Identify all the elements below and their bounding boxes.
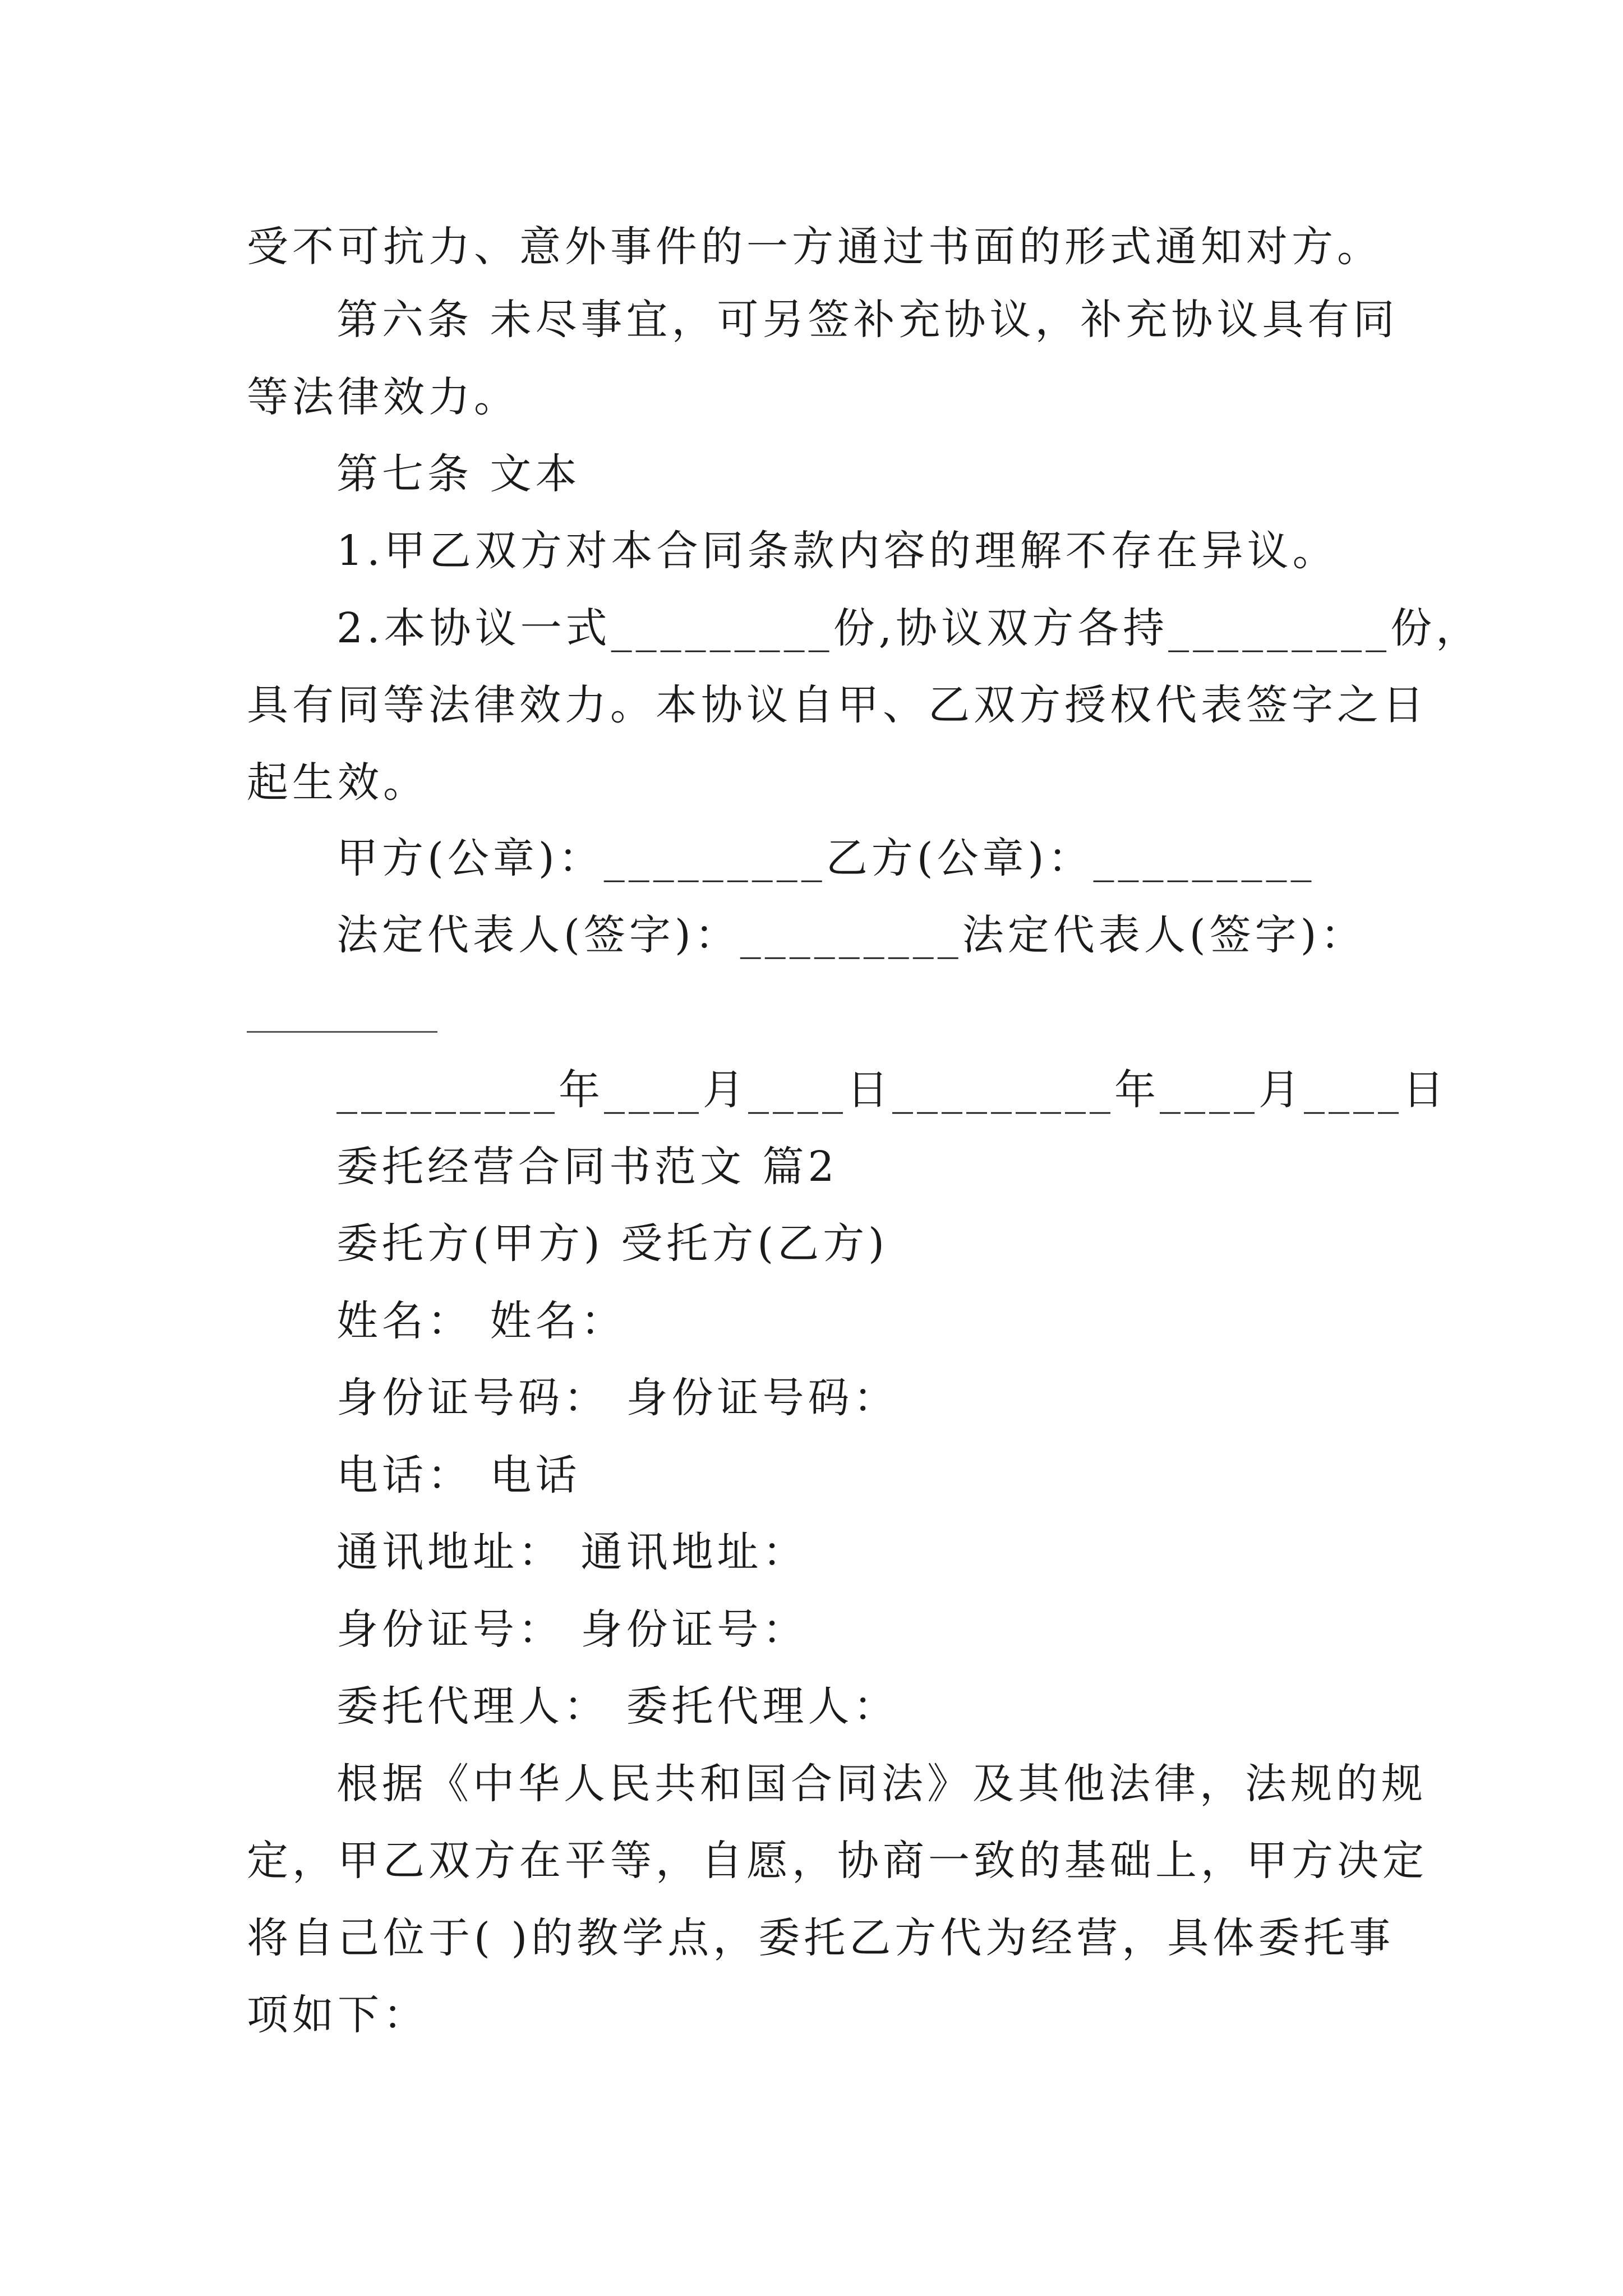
address-field-line: 通讯地址： 通讯地址： — [336, 1528, 808, 1576]
id-field-line: 身份证号： 身份证号： — [336, 1605, 808, 1654]
clause-1: 1.甲乙双方对本合同条款内容的理解不存在异议。 — [336, 527, 1338, 575]
signature-blank-rule — [247, 1031, 437, 1033]
paragraph-line: 根据《中华人民共和国合同法》及其他法律，法规的规 — [336, 1760, 1427, 1808]
paragraph-line: 将自己位于( )的教学点，委托乙方代为经营，具体委托事 — [247, 1914, 1395, 1962]
phone-field-line: 电话： 电话 — [336, 1451, 581, 1499]
paragraph-line: 等法律效力。 — [247, 373, 519, 421]
paragraph-line: 受不可抗力、意外事件的一方通过书面的形式通知对方。 — [247, 223, 1382, 271]
agent-field-line: 委托代理人： 委托代理人： — [336, 1682, 899, 1731]
name-field-line: 姓名： 姓名： — [336, 1297, 626, 1345]
signature-line: 法定代表人(签字)：_________法定代表人(签字)： — [336, 911, 1366, 959]
seal-line: 甲方(公章)：_________乙方(公章)：_________ — [336, 834, 1316, 882]
clause-2: 2.本协议一式_________份,协议双方各持_________份， — [336, 604, 1482, 652]
article-seven-heading: 第七条 文本 — [336, 450, 581, 498]
section-title: 委托经营合同书范文 篇2 — [336, 1143, 838, 1191]
id-number-field-line: 身份证号码： 身份证号码： — [336, 1374, 899, 1422]
paragraph-line: 具有同等法律效力。本协议自甲、乙双方授权代表签字之日 — [247, 681, 1428, 729]
article-six-heading: 第六条 未尽事宜，可另签补充协议，补充协议具有同 — [336, 296, 1399, 344]
paragraph-line: 项如下： — [247, 1991, 428, 2039]
date-line: _________年____月____日_________年____月____日 — [336, 1066, 1448, 1114]
paragraph-line: 起生效。 — [247, 758, 428, 807]
paragraph-line: 定，甲乙双方在平等，自愿，协商一致的基础上，甲方决定 — [247, 1837, 1428, 1885]
parties-line: 委托方(甲方) 受托方(乙方) — [336, 1220, 889, 1268]
